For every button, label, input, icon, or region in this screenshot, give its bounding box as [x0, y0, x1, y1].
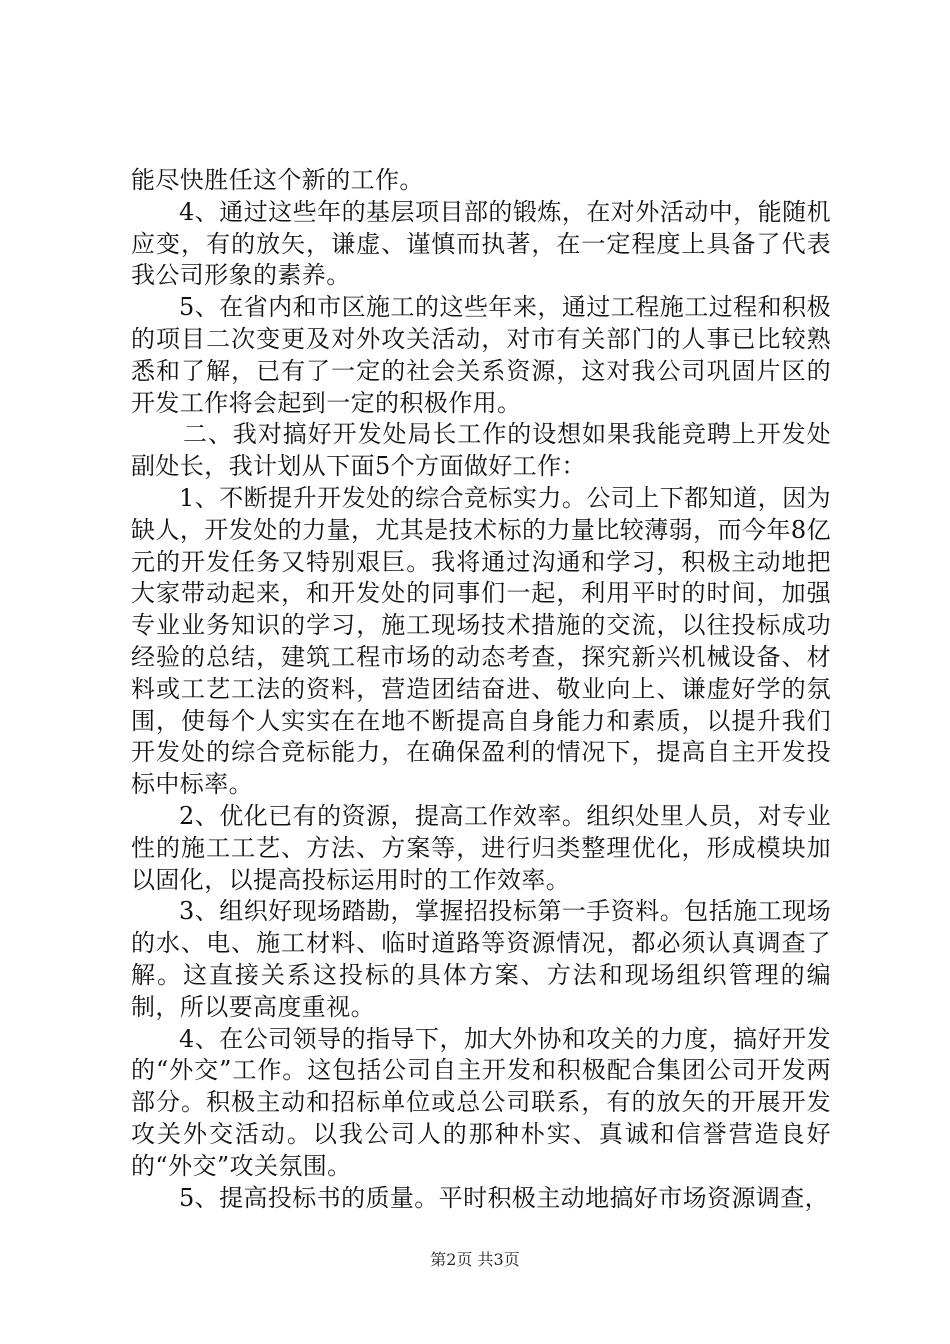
- plan-item-3: 3、组织好现场踏勘，掌握招投标第一手资料。包括施工现场的水、电、施工材料、临时道路等资源情况，都必须认真调查了解。这直接关系这投标的具体方案、方法和现场组织管理的编制，所以要高度重视。: [131, 897, 831, 1021]
- section-heading-two: 二、我对搞好开发处局长工作的设想如果我能竞聘上开发处副处长，我计划从下面5个方面做好工作：: [131, 420, 831, 481]
- document-body: [131, 165, 831, 1214]
- plan-item-2: 2、优化已有的资源，提高工作效率。组织处里人员，对专业性的施工工艺、方法、方案等，进行归类整理优化，形成模块加以固化，以提高投标运用时的工作效率。: [131, 801, 831, 894]
- paragraph-item-5: 5、在省内和市区施工的这些年来，通过工程施工过程和积极的项目二次变更及对外攻关活动，对市有关部门的人事已比较熟悉和了解，已有了一定的社会关系资源，这对我公司巩固片区的开发工作将会起到一定的积极作用。: [131, 293, 831, 417]
- plan-item-1: 1、不断提升开发处的综合竞标实力。公司上下都知道，因为缺人，开发处的力量，尤其是技术标的力量比较薄弱，而今年8亿元的开发任务又特别艰巨。我将通过沟通和学习，积极主动地把大家带动起来，和开发处的同事们一起，利用平时的时间，加强专业业务知识的学习，施工现场技术措施的交流，以往投标成功经验的总结，建筑工程市场的动态考查，探究新兴机械设备、材料或工艺工法的资料，营造团结奋进、敬业向上、谦虚好学的氛围，使每个人实实在在地不断提高自身能力和素质，以提升我们开发处的综合竞标能力，在确保盈利的情况下，提高自主开发投标中标率。: [131, 483, 831, 799]
- plan-item-4: 4、在公司领导的指导下，加大外协和攻关的力度，搞好开发的“外交”工作。这包括公司自主开发和积极配合集团公司开发两部分。积极主动和招标单位或总公司联系，有的放矢的开展开发攻关外交活动。以我公司人的那种朴实、真诚和信誉营造良好的“外交”攻关氛围。: [131, 1024, 831, 1180]
- paragraph-continuation: 能尽快胜任这个新的工作。: [131, 166, 424, 194]
- page-number-footer: 第2页 共3页: [430, 1250, 520, 1269]
- paragraph-item-4: 4、通过这些年的基层项目部的锻炼，在对外活动中，能随机应变，有的放矢，谦虚、谨慎而执著，在一定程度上具备了代表我公司形象的素养。: [131, 197, 831, 290]
- plan-item-5: 5、提高投标书的质量。平时积极主动地搞好市场资源调查，: [179, 1183, 830, 1212]
